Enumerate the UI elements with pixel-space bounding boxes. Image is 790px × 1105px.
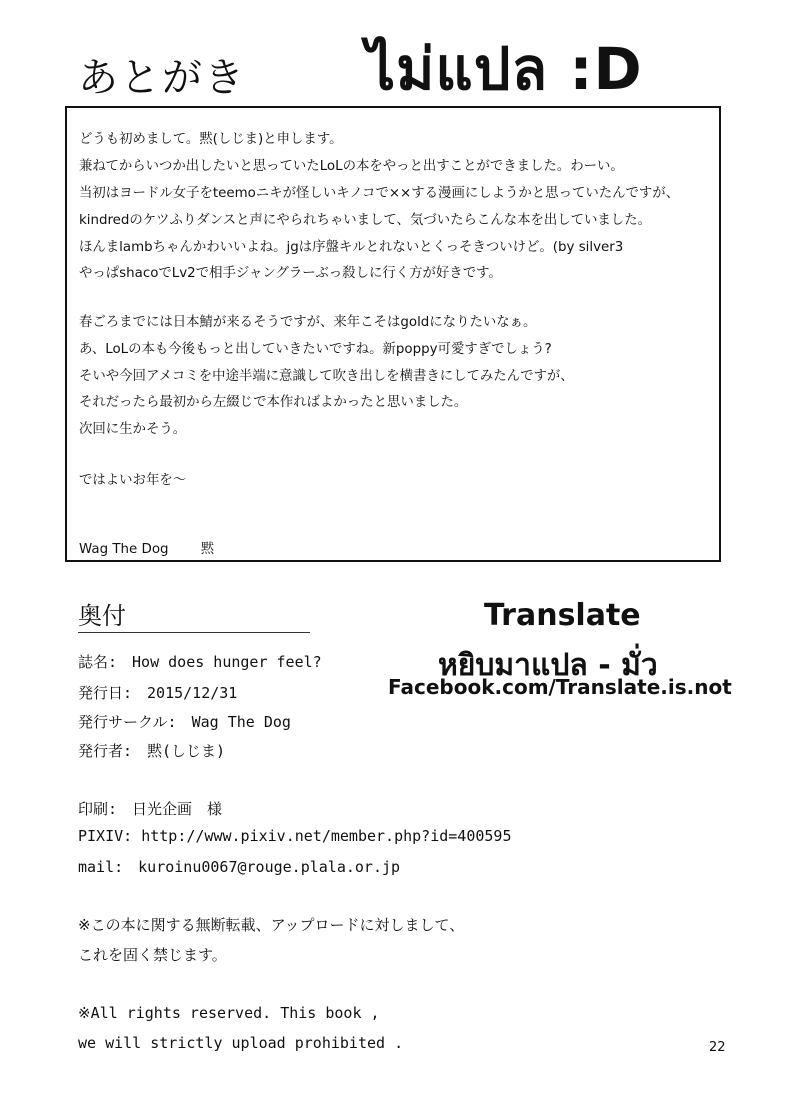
notice-en-line-1: ※All rights reserved. This book , (78, 1004, 380, 1022)
page-number: 22 (709, 1040, 726, 1055)
afterword-line: あ、LoLの本も今後もっと出していきたいですね。新poppy可愛すぎでしょう? (79, 342, 552, 357)
colophon-printer: 印刷: 日光企画 様 (78, 800, 223, 818)
colophon-title: 奥付 (78, 602, 126, 630)
afterword-line: 兼ねてからいつか出したいと思っていたLoLの本をやっと出すことができました。わーい。 (79, 159, 624, 174)
afterword-line: 当初はヨードル女子をteemoニキが怪しいキノコで××する漫画にしようかと思っていたんですが、 (79, 186, 680, 201)
translate-team: หยิบมาแปล - มั่ว (438, 648, 658, 683)
signature-name: 黙 (200, 542, 215, 557)
afterword-line: ほんまlambちゃんかわいいよね。jgは序盤キルとれないとくっそきついけど。(by silver3 (79, 240, 624, 255)
colophon-publisher: 発行者: 黙(しじま) (78, 742, 226, 760)
translator-note: ไม่แปล :D (366, 35, 643, 103)
colophon-circle: 発行サークル: Wag The Dog (78, 713, 291, 731)
notice-jp-line-2: これを固く禁じます。 (78, 946, 227, 964)
afterword-line: それだったら最初から左綴じで本作ればよかったと思いました。 (79, 395, 468, 410)
translate-url: Facebook.com/Translate.is.not (388, 675, 732, 699)
afterword-title: あとがき (78, 55, 246, 101)
colophon-magazine-name: 誌名: How does hunger feel? (78, 653, 322, 671)
translate-label: Translate (484, 598, 641, 633)
afterword-line: そいや今回アメコミを中途半端に意識して吹き出しを横書きにしてみたんですが、 (79, 369, 574, 384)
afterword-line: 春ごろまでには日本鯖が来るそうですが、来年こそはgoldになりたいなぁ。 (79, 315, 537, 330)
afterword-line: どうも初めまして。黙(しじま)と申します。 (79, 132, 343, 147)
notice-jp-line-1: ※この本に関する無断転載、アップロードに対しまして、 (78, 916, 465, 934)
afterword-line: kindredのケツふりダンスと声にやられちゃいまして、気づいたらこんな本を出していました。 (79, 213, 651, 228)
signature-circle: Wag The Dog (79, 542, 169, 557)
afterword-line: 次回に生かそう。 (79, 422, 187, 437)
colophon-divider (78, 632, 310, 633)
colophon-mail: mail: kuroinu0067@rouge.plala.or.jp (78, 858, 401, 876)
afterword-line: ではよいお年を～ (79, 473, 187, 488)
colophon-pixiv: PIXIV: http://www.pixiv.net/member.php?id=400595 (78, 827, 512, 845)
notice-en-line-2: we will strictly upload prohibited . (78, 1034, 404, 1052)
afterword-box (65, 106, 721, 562)
signature (79, 538, 214, 557)
afterword-line: やっぱshacoでLv2で相手ジャングラーぶっ殺しに行く方が好きです。 (79, 266, 502, 281)
colophon-issue-date: 発行日: 2015/12/31 (78, 684, 238, 702)
